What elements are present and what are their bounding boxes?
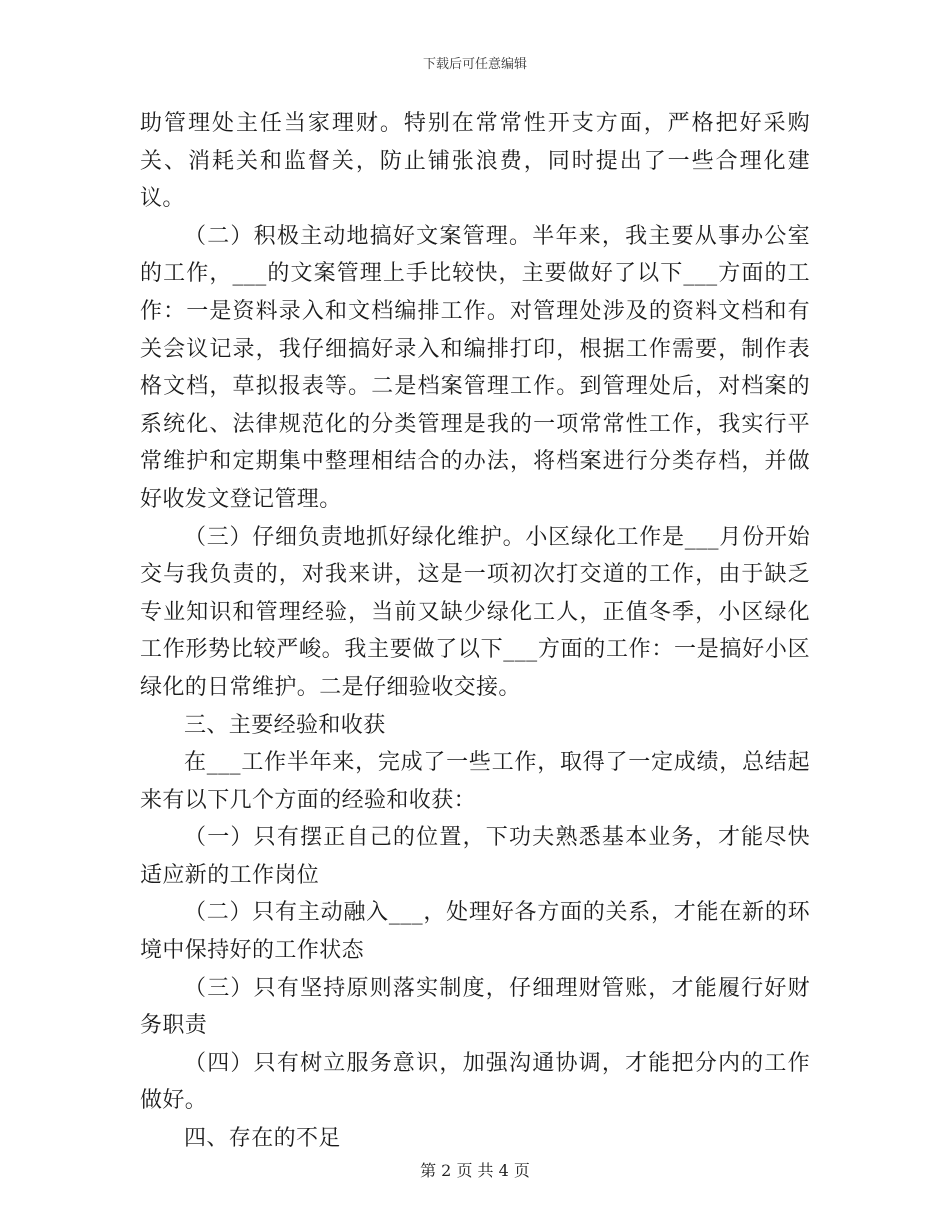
list-item-4: （四）只有树立服务意识，加强沟通协调，才能把分内的工作做好。	[140, 1050, 810, 1114]
paragraph-3: （三）仔细负责地抓好绿化维护。小区绿化工作是___月份开始交与我负责的，对我来讲，这是一项初次打交道的工作，由于缺乏专业知识和管理经验，当前又缺少绿化工人，正值冬季，小区绿化工作形势比较严峻。我主要做了以下___方面的工作：一是搞好小区绿化的日常维护。二是仔细验收交接。	[140, 524, 810, 700]
paragraph-2: （二）积极主动地搞好文案管理。半年来，我主要从事办公室的工作，___的文案管理上手比较快，主要做好了以下___方面的工作：一是资料录入和文档编排工作。对管理处涉及的资料文档和有关会议记录，我仔细搞好录入和编排打印，根据工作需要，制作表格文档，草拟报表等。二是档案管理工作。到管理处后，对档案的系统化、法律规范化的分类管理是我的一项常常性工作，我实行平常维护和定期集中整理相结合的办法，将档案进行分类存档，并做好收发文登记管理。	[140, 223, 810, 512]
paragraph-1: 助管理处主任当家理财。特别在常常性开支方面，严格把好采购关、消耗关和监督关，防止铺张浪费，同时提出了一些合理化建议。	[140, 111, 810, 212]
page-number: 第 2 页 共 4 页	[420, 1161, 530, 1180]
list-item-2: （二）只有主动融入___，处理好各方面的关系，才能在新的环境中保持好的工作状态	[140, 900, 810, 964]
page-header: 下载后可任意编辑	[422, 57, 527, 72]
section-heading-3: 三、主要经验和收获	[184, 712, 386, 738]
document-body	[140, 105, 810, 1158]
section-heading-4: 四、存在的不足	[184, 1126, 341, 1152]
list-item-1: （一）只有摆正自己的位置，下功夫熟悉基本业务，才能尽快适应新的工作岗位	[140, 825, 810, 888]
list-item-3: （三）只有坚持原则落实制度，仔细理财管账，才能履行好财务职责	[140, 975, 810, 1039]
paragraph-4: 在___工作半年来，完成了一些工作，取得了一定成绩，总结起来有以下几个方面的经验和收获：	[140, 750, 810, 813]
